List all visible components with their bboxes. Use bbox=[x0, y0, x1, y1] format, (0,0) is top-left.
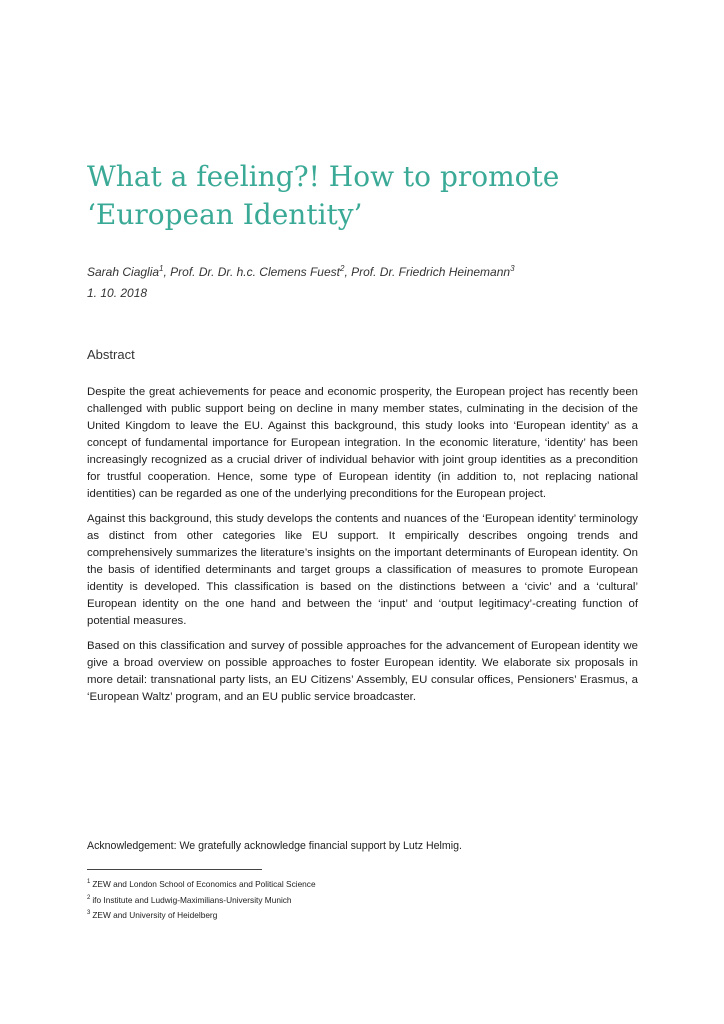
footnote-divider bbox=[87, 869, 262, 870]
footnote-list bbox=[87, 877, 647, 924]
author-name: Prof. Dr. Friedrich Heinemann bbox=[351, 265, 511, 279]
footnote-mark: 2 bbox=[87, 894, 91, 901]
abstract-paragraph: Against this background, this study develops the contents and nuances of the ‘European identity’ terminology as distinct from other categories like EU support. It empirically describes ongoing trends and comprehensively summarizes the literature’s insights on the important determinants of European identity. On the basis of identified determinants and target groups a classification of measures to promote European identity is developed. This classification is based on the distinctions between a ‘civic’ and a ‘cultural’ European identity on the one hand and between the ‘input’ and ‘output legitimacy’-creating function of potential measures. bbox=[87, 513, 638, 627]
footnote-text: ZEW and University of Heidelberg bbox=[92, 910, 218, 920]
author-name: Sarah Ciaglia bbox=[87, 265, 160, 279]
title-line-1: What a feeling?! How to promote bbox=[87, 160, 560, 193]
author-list bbox=[87, 264, 647, 281]
author-footnote-mark: 1 bbox=[159, 264, 164, 273]
footnote bbox=[87, 908, 647, 924]
footnote-mark: 1 bbox=[87, 879, 91, 886]
author-separator: , bbox=[344, 265, 352, 279]
footnote-mark: 3 bbox=[87, 910, 91, 917]
abstract-paragraph: Despite the great achievements for peace and economic prosperity, the European project has recently been challenged with public support being on decline in many member states, culminating in the decision of the United Kingdom to leave the EU. Against this background, this study looks into ‘European identity’ as a concept of fundamental importance for European integration. In the economic literature, ‘identity’ has been increasingly recognized as a crucial driver of individual behavior with joint group identities as a precondition for trustful cooperation. Hence, some type of European identity (in addition to, not replacing national identities) can be regarded as one of the underlying preconditions for the European project. bbox=[87, 386, 638, 500]
abstract-paragraph: Based on this classification and survey of possible approaches for the advancement of European identity we give a broad overview on possible approaches to foster European identity. We elaborate six proposals in more detail: transnational party lists, an EU Citizens’ Assembly, EU consular offices, Pensioners’ Erasmus, a ‘European Waltz’ program, and an EU public service broadcaster. bbox=[87, 640, 638, 703]
author-footnote-mark: 2 bbox=[340, 264, 345, 273]
title-line-2: ‘European Identity’ bbox=[87, 198, 363, 231]
footnote bbox=[87, 877, 647, 893]
abstract-body bbox=[87, 384, 638, 714]
document-title bbox=[87, 158, 647, 234]
acknowledgement: Acknowledgement: We gratefully acknowledge financial support by Lutz Helmig. bbox=[87, 840, 462, 852]
author-name: Prof. Dr. Dr. h.c. Clemens Fuest bbox=[170, 265, 340, 279]
author-footnote-mark: 3 bbox=[510, 264, 515, 273]
author-separator: , bbox=[163, 265, 171, 279]
footnote bbox=[87, 893, 647, 909]
abstract-heading: Abstract bbox=[87, 347, 135, 362]
footnote-text: ZEW and London School of Economics and Political Science bbox=[92, 879, 316, 889]
publication-date: 1. 10. 2018 bbox=[87, 286, 148, 300]
footnote-text: ifo Institute and Ludwig-Maximilians-University Munich bbox=[92, 894, 292, 905]
